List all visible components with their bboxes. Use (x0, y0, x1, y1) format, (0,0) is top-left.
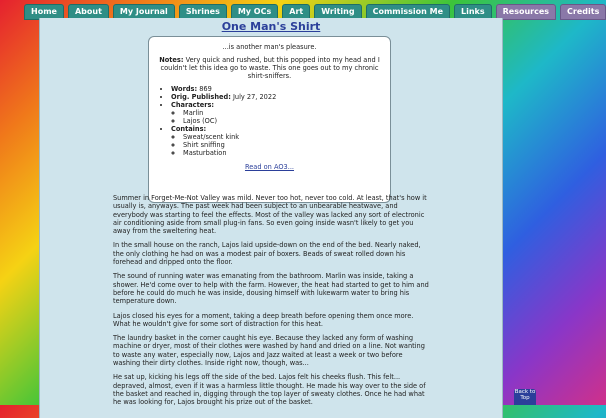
notes-label: Notes: (159, 56, 184, 64)
back-to-top-button[interactable]: Back to Top (514, 389, 536, 405)
nav-writing[interactable]: Writing (314, 4, 361, 20)
published-item (171, 93, 382, 101)
words-item (171, 85, 382, 93)
story-paragraph: The laundry basket in the corner caught his eye. Because they lacked any form of washing machine or dryer, most of their clothes were washed by hand and dried on a line. Not wanting to waste any water, especially now, Lajos and Jazz waited at least a week or two before washing their dirty clothes. Inside right now, though, was... (113, 334, 425, 368)
story-meta-list (157, 85, 382, 157)
nav-resources[interactable]: Resources (496, 4, 556, 20)
nav-home[interactable]: Home (24, 4, 64, 20)
nav-shrines[interactable]: Shrines (179, 4, 227, 20)
story-text (113, 194, 429, 413)
words-label: Words: (171, 85, 198, 93)
story-paragraph: The sound of running water was emanating from the bathroom. Marlin was inside, taking a shower. He'd come over to help with the farm. However, the heat had started to get to him and before he could do much he was inside, dousing himself with lukewarm water to bring his temperature down. (113, 272, 429, 306)
story-paragraph: In the small house on the ranch, Lajos laid upside-down on the end of the bed. Nearly naked, the only clothing he had on was a modest pair of boxers. Beads of sweat rolled down his forehead and dripped onto the floor. (113, 241, 421, 267)
nav-my-ocs[interactable]: My OCs (231, 4, 278, 20)
content-tag: ◦ Masturbation (183, 149, 382, 157)
character: ◦ Marlin (183, 109, 382, 117)
story-paragraph: He sat up, kicking his legs off the side of the bed. Lajos felt his cheeks flush. This felt... depraved, almost, even if it was a harmless little thought. He made his way over to the side of the basket and reached in, digging through the top layer of sweaty clothes. Once he had what he was looking for, Lajos brought his prize out of the basket. (113, 373, 426, 407)
story-paragraph: Summer in Forget-Me-Not Valley was mild. Never too hot, never too cold. At least, that's how it usually is, anyways. The past week had been subject to an unbearable heatwave, and everybody was starting to feel the effects. Most of the valley was lacked any sort of electronic air conditioning aside from small plug-in fans. So even going inside wasn't likely to get you away from the sweltering heat. (113, 194, 427, 236)
story-paragraph: Lajos closed his eyes for a moment, taking a deep breath before opening them once more. What he wouldn't give for some sort of distraction for this heat. (113, 311, 414, 328)
content-tag: ◦ Sweat/scent kink (183, 133, 382, 141)
nav-about[interactable]: About (68, 4, 109, 20)
tagline: ...is another man's pleasure. (222, 43, 317, 51)
nav-links[interactable]: Links (454, 4, 492, 20)
notes (157, 56, 382, 80)
story-info-card (148, 36, 391, 203)
character: ◦ Lajos (OC) (183, 117, 382, 125)
content-panel (39, 18, 503, 418)
nav-credits[interactable]: Credits (560, 4, 606, 20)
nav-art[interactable]: Art (282, 4, 310, 20)
published-label: Orig. Published: (171, 93, 231, 101)
characters-item (171, 101, 382, 125)
nav-my-journal[interactable]: My Journal (113, 4, 175, 20)
published-value: July 27, 2022 (230, 93, 277, 101)
characters-label: Characters: (171, 101, 215, 109)
nav-commission-me[interactable]: Commission Me (366, 4, 450, 20)
page-title: One Man's Shirt (221, 20, 321, 33)
content-tag: ◦ Shirt sniffing (183, 141, 382, 149)
notes-text: Very quick and rushed, but this popped into my head and I couldn't let this idea go to waste. This one goes out to my chronic shirt-sniffers. (160, 56, 380, 80)
contains-item (171, 125, 382, 157)
words-value: 869 (197, 85, 212, 93)
contains-label: Contains: (171, 125, 207, 133)
ao3-link[interactable]: Read on AO3... (244, 163, 295, 171)
